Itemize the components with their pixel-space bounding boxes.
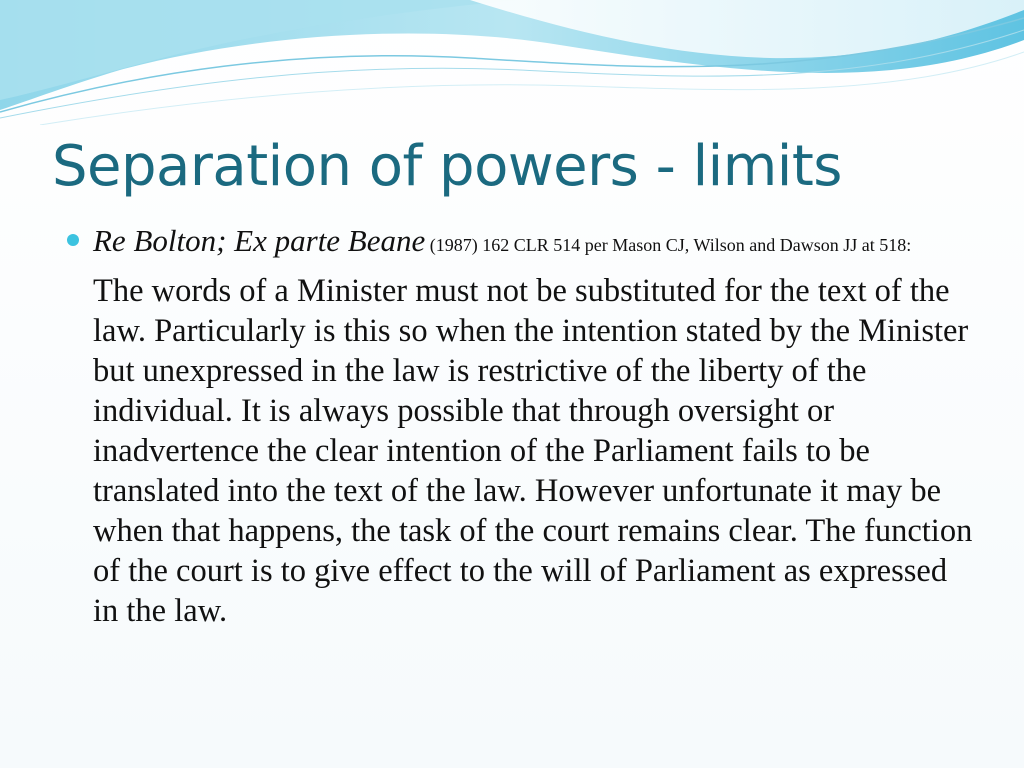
bullet-item [93,222,983,631]
quote-text: The words of a Minister must not be substituted for the text of the law. Particularly is this so when the intention stated by the Minister but unexpressed in the law is restrictive of the liberty of the individual. It is always possible that through oversight or inadvertence the clear intention of the Parliament fails to be translated into the text of the law. However unfortunate it may be when that happens, the task of the court remains clear. The function of the court is to give effect to the will of Parliament as expressed in the law. [93,273,973,629]
slide-title: Separation of powers - limits [52,134,842,199]
case-name: Re Bolton; Ex parte Beane [93,223,426,258]
bullet-dot-icon [67,234,79,246]
wave-decoration [0,0,1024,125]
citation-detail: (1987) 162 CLR 514 per Mason CJ, Wilson and Dawson JJ at 518: [429,235,912,255]
case-citation [93,222,983,260]
